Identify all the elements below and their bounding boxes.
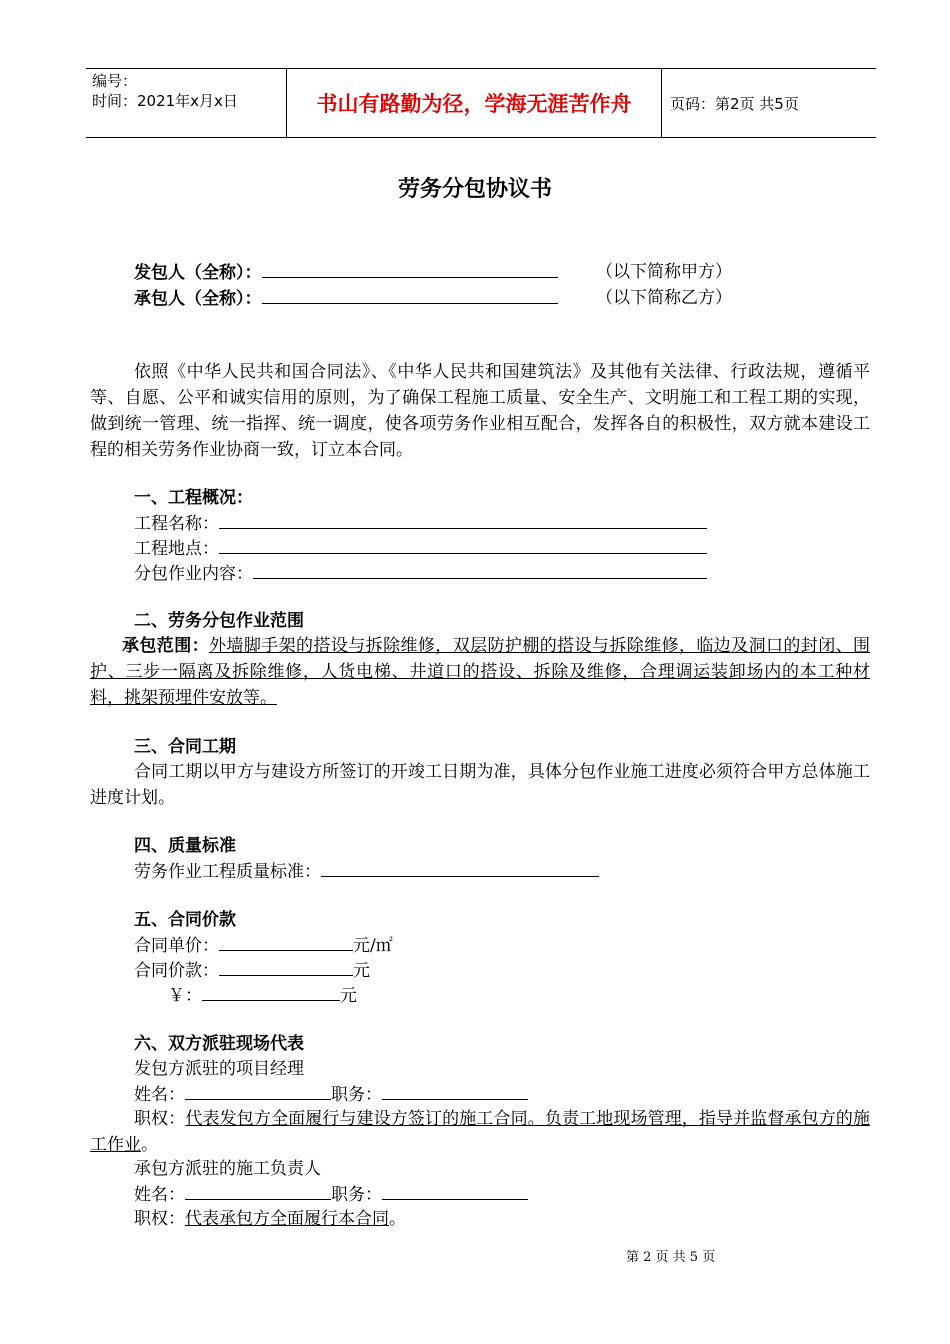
contractor-duty-label: 职权： [134,1209,185,1229]
sec6-heading: 六、双方派驻现场代表 [134,1034,304,1054]
employer-duty-label: 职权： [134,1109,186,1129]
contract-total-blank[interactable] [219,957,353,976]
sec2-heading: 二、劳务分包作业范围 [134,611,304,631]
contractor-duty-text: 代表承包方全面履行本合同 [185,1209,389,1229]
document-number: 编号： [92,72,138,90]
unit-price-blank[interactable] [219,932,353,951]
contract-total-row [134,957,370,984]
employer-row [134,259,558,286]
contract-total-label: 合同价款： [134,961,219,981]
employer-rep-title: 发包方派驻的项目经理 [134,1059,304,1079]
document-time: 时间：2021年x月x日 [92,92,238,110]
header-motto: 书山有路勤为径，学海无涯苦作舟 [286,69,662,137]
contractor-duty-end: 。 [389,1209,406,1229]
unit-price-row [134,932,393,959]
scope-paragraph [90,633,870,711]
project-location-blank[interactable] [219,535,707,554]
sec5-heading: 五、合同价款 [134,910,236,930]
employer-rep-row [134,1081,528,1108]
project-name-blank[interactable] [219,510,707,529]
contractor-rep-name-label: 姓名： [134,1185,185,1205]
contract-total-unit: 元 [353,961,370,981]
employer-note: （以下简称甲方） [596,262,732,282]
yen-label: ￥： [168,986,202,1006]
contractor-rep-row [134,1181,528,1208]
intro-paragraph: 依照《中华人民共和国合同法》、《中华人民共和国建筑法》及其他有关法律、行政法规，遵循平等、自愿、公平和诚实信用的原则，为了确保工程施工质量、安全生产、文明施工和工程工期的实现，做到统一管理、统一指挥、统一调度，使各项劳务作业相互配合，发挥各自的积极性，双方就本建设工程的相关劳务作业协商一致，订立本合同。 [90,362,870,460]
contractor-duty-row [134,1206,406,1232]
page-header [86,68,876,138]
employer-blank[interactable] [262,259,558,278]
contractor-rep-name-blank[interactable] [185,1181,331,1200]
employer-duty-end: 。 [141,1135,158,1155]
sec4-heading: 四、质量标准 [134,836,236,856]
employer-rep-name-blank[interactable] [185,1081,331,1100]
contractor-rep-title: 承包方派驻的施工负责人 [134,1159,321,1179]
employer-duty-text: 代表发包方全面履行与建设方签订的施工合同。负责工地现场管理，指导并监督承包方的施工作业 [90,1109,871,1155]
contractor-label: 承包人（全称）： [134,289,262,309]
contractor-rep-position-blank[interactable] [382,1181,528,1200]
work-content-label: 分包作业内容： [134,564,253,584]
project-location-label: 工程地点： [134,539,219,559]
quality-blank[interactable] [321,858,599,877]
employer-label: 发包人（全称）： [134,263,262,283]
employer-rep-position-blank[interactable] [382,1081,528,1100]
yen-row [168,982,357,1009]
employer-rep-name-label: 姓名： [134,1085,185,1105]
sec3-heading: 三、合同工期 [134,737,236,757]
page-footer: 第 2 页 共 5 页 [626,1250,716,1265]
quality-row [134,858,599,885]
contractor-note: （以下简称乙方） [596,288,732,308]
project-name-label: 工程名称： [134,514,219,534]
document-title: 劳务分包协议书 [397,177,552,202]
scope-text: 外墙脚手架的搭设与拆除维修，双层防护棚的搭设与拆除维修，临边及洞口的封闭、围护、三步一隔离及拆除维修，人货电梯、井道口的搭设、拆除及维修，合理调运装卸场内的本工种材料，挑架预埋件安放等。 [90,636,871,708]
unit-price-label: 合同单价： [134,936,219,956]
employer-duty-paragraph [90,1106,870,1158]
work-content-blank[interactable] [253,560,707,579]
employer-rep-position-label: 职务： [331,1085,382,1105]
project-name-row [134,510,707,537]
scope-label: 承包范围： [122,636,210,656]
sec3-text: 合同工期以甲方与建设方所签订的开竣工日期为准，具体分包作业施工进度必须符合甲方总体施工进度计划。 [90,762,870,808]
project-location-row [134,535,707,562]
unit-price-unit: 元/㎡ [353,936,393,956]
contractor-rep-position-label: 职务： [331,1185,382,1205]
contractor-row [134,285,558,312]
header-page-number: 页码：第2页 共5页 [670,94,799,113]
work-content-row [134,560,707,587]
quality-label: 劳务作业工程质量标准： [134,862,321,882]
header-meta [92,71,282,111]
contractor-blank[interactable] [262,285,558,304]
yen-blank[interactable] [202,982,340,1001]
yen-unit: 元 [340,986,357,1006]
sec1-heading: 一、工程概况： [134,488,253,508]
